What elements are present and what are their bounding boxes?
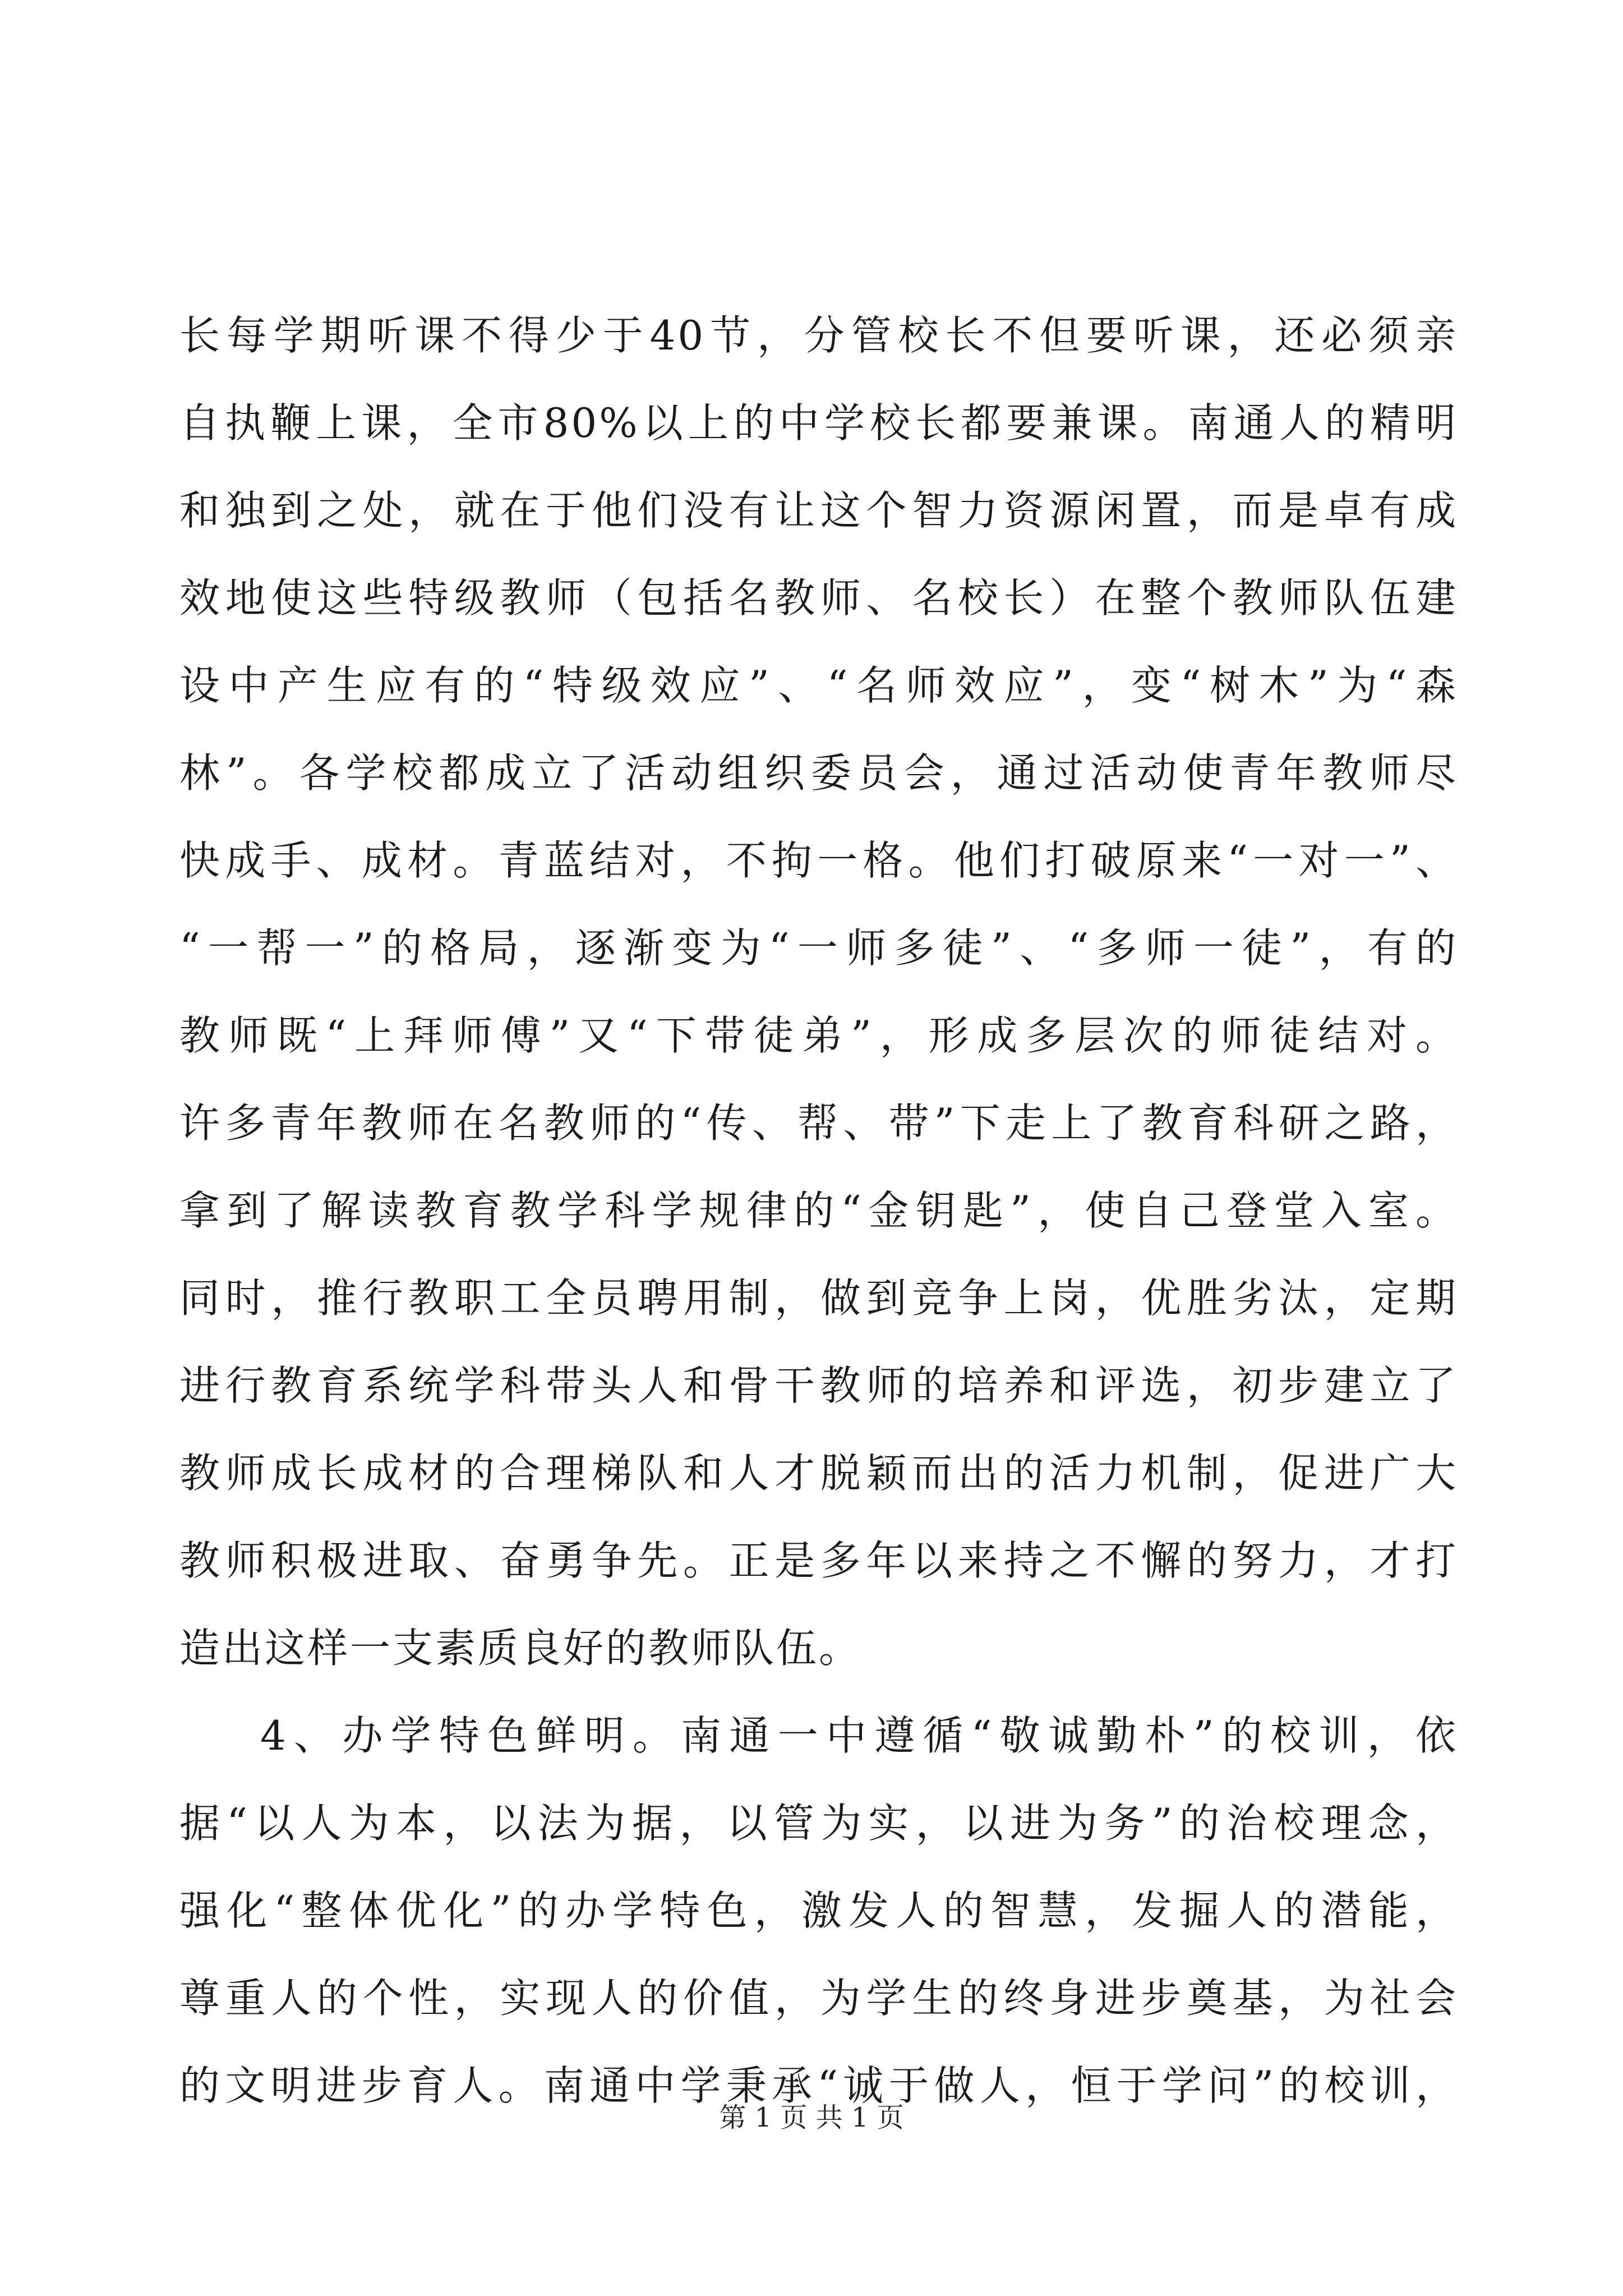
text-line: 设中产生应有的“特级效应”、“名师效应”，变“树木”为“森 — [179, 662, 1458, 709]
text-line: 效地使这些特级教师（包括名教师、名校长）在整个教师队伍建 — [179, 574, 1458, 622]
text-line: 尊重人的个性，实现人的价值，为学生的终身进步奠基，为社会 — [179, 1975, 1458, 2022]
text-line: 的文明进步育人。南通中学秉承“诚于做人，恒于学问”的校训， — [179, 2062, 1458, 2109]
text-line: 林”。各学校都成立了活动组织委员会，通过活动使青年教师尽 — [179, 749, 1458, 797]
page-number-footer: 第 1 页 共 1 页 — [719, 2102, 904, 2133]
text-line-paragraph-end: 造出这样一支素质良好的教师队伍。 — [179, 1625, 862, 1672]
text-line: “一帮一”的格局，逐渐变为“一师多徒”、“多师一徒”，有的 — [179, 924, 1458, 972]
text-line-paragraph-start: 4、办学特色鲜明。南通一中遵循“敬诚勤朴”的校训，依 — [260, 1712, 1458, 1759]
text-line: 自执鞭上课，全市80%以上的中学校长都要兼课。南通人的精明 — [179, 399, 1458, 447]
text-line: 进行教育系统学科带头人和骨干教师的培养和评选，初步建立了 — [179, 1362, 1458, 1409]
text-line: 教师积极进取、奋勇争先。正是多年以来持之不懈的努力，才打 — [179, 1537, 1458, 1584]
text-line: 拿到了解读教育教学科学规律的“金钥匙”，使自己登堂入室。 — [179, 1187, 1458, 1234]
text-line: 教师既“上拜师傅”又“下带徒弟”，形成多层次的师徒结对。 — [179, 1012, 1458, 1059]
text-line: 同时，推行教职工全员聘用制，做到竞争上岗，优胜劣汰，定期 — [179, 1274, 1458, 1322]
text-line: 据“以人为本，以法为据，以管为实，以进为务”的治校理念， — [179, 1800, 1458, 1847]
body-text — [179, 292, 1458, 2129]
text-line: 长每学期听课不得少于40节，分管校长不但要听课，还必须亲 — [179, 312, 1458, 359]
text-line: 教师成长成材的合理梯队和人才脱颖而出的活力机制，促进广大 — [179, 1450, 1458, 1497]
text-line: 强化“整体优化”的办学特色，激发人的智慧，发掘人的潜能， — [179, 1887, 1458, 1934]
text-line: 和独到之处，就在于他们没有让这个智力资源闲置，而是卓有成 — [179, 487, 1458, 534]
text-line: 许多青年教师在名教师的“传、帮、带”下走上了教育科研之路， — [179, 1099, 1458, 1147]
text-line: 快成手、成材。青蓝结对，不拘一格。他们打破原来“一对一”、 — [179, 837, 1458, 884]
